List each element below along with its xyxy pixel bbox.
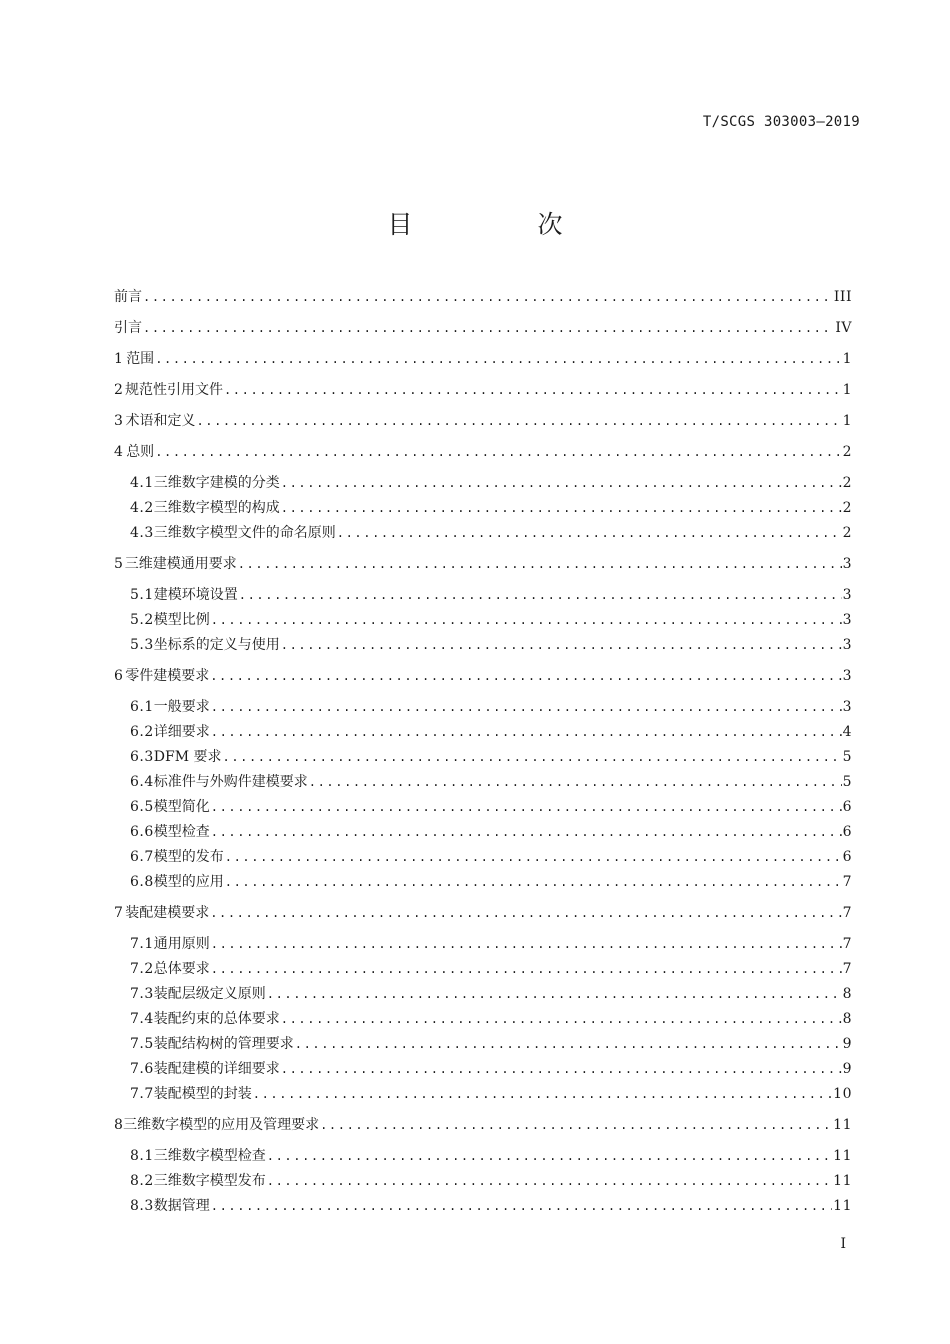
toc-dot-leader [155, 440, 841, 465]
toc-dot-leader [143, 285, 833, 310]
toc-dot-leader [320, 1113, 832, 1138]
toc-entry-label: 三维建模通用要求 [124, 556, 237, 572]
toc-dot-leader [309, 770, 842, 795]
toc-entry[interactable] [114, 583, 852, 608]
toc-entry-page: 11 [833, 1173, 852, 1189]
toc-dot-leader [196, 409, 841, 434]
toc-entry-page: 2 [842, 475, 852, 491]
toc-entry-number: 6.4 [130, 774, 154, 790]
toc-entry-page: 3 [842, 637, 852, 653]
toc-entry-label: 三维数字模型的应用及管理要求 [123, 1117, 320, 1133]
toc-entry-page: 2 [842, 500, 852, 516]
toc-entry-page: 6 [842, 849, 852, 865]
toc-entry[interactable] [114, 932, 852, 957]
toc-entry-page: 11 [833, 1117, 852, 1133]
toc-entry-page: 3 [842, 612, 852, 628]
toc-entry[interactable] [114, 1032, 852, 1057]
toc-entry-label: 装配约束的总体要求 [153, 1011, 280, 1027]
toc-entry-number: 8.1 [130, 1148, 154, 1164]
toc-entry-label: 引言 [114, 320, 142, 336]
toc-entry-number: 6.8 [130, 874, 154, 890]
toc-entry-label: 装配结构树的管理要求 [153, 1036, 294, 1052]
toc-entry-number: 7.4 [130, 1011, 154, 1027]
toc-entry[interactable] [114, 664, 852, 689]
toc-entry[interactable] [114, 521, 852, 546]
toc-dot-leader [253, 1082, 832, 1107]
toc-dot-leader [267, 1144, 832, 1169]
toc-entry-label: 标准件与外购件建模要求 [153, 774, 308, 790]
toc-entry-label: 装配建模的详细要求 [153, 1061, 280, 1077]
toc-dot-leader [225, 870, 842, 895]
toc-entry[interactable] [114, 1057, 852, 1082]
toc-entry-page: 3 [842, 668, 852, 684]
toc-entry-number: 4 [114, 444, 123, 460]
toc-entry-page: 9 [842, 1061, 852, 1077]
toc-entry-page: 8 [842, 986, 852, 1002]
toc-dot-leader [281, 496, 842, 521]
toc-entry-number: 2 [114, 382, 123, 398]
toc-entry-number: 1 [114, 351, 123, 367]
toc-entry-page: 3 [842, 556, 852, 572]
toc-entry[interactable] [114, 820, 852, 845]
toc-dot-leader [224, 378, 842, 403]
toc-entry[interactable] [114, 1113, 852, 1138]
toc-entry-label: 三维数字模型文件的命名原则 [153, 525, 336, 541]
toc-entry-number: 7.2 [130, 961, 154, 977]
toc-entry-label: 规范性引用文件 [124, 382, 223, 398]
toc-entry-label: 一般要求 [153, 699, 210, 715]
toc-entry-number: 5.1 [130, 587, 154, 603]
toc-entry[interactable] [114, 695, 852, 720]
toc-entry-label: 模型的应用 [153, 874, 224, 890]
toc-entry-page: 3 [842, 699, 852, 715]
toc-entry-page: 10 [833, 1086, 852, 1102]
toc-entry-label: 术语和定义 [125, 413, 196, 429]
toc-entry-label: 通用原则 [153, 936, 210, 952]
toc-entry-number: 6 [114, 668, 123, 684]
toc-entry[interactable] [114, 1169, 852, 1194]
toc-dot-leader [281, 471, 842, 496]
toc-entry[interactable] [114, 608, 852, 633]
toc-dot-leader [211, 820, 842, 845]
toc-entry[interactable] [114, 1007, 852, 1032]
toc-dot-leader [238, 552, 842, 577]
toc-entry-page: 11 [833, 1198, 852, 1214]
toc-entry-label: 装配模型的封装 [153, 1086, 252, 1102]
toc-entry[interactable] [114, 1144, 852, 1169]
toc-entry-number: 7.1 [130, 936, 154, 952]
toc-entry-label: 数据管理 [153, 1198, 210, 1214]
toc-entry-label: 范围 [126, 351, 155, 367]
toc-entry-number: 4.1 [130, 475, 154, 491]
page-number: I [840, 1236, 846, 1252]
toc-dot-leader [210, 664, 841, 689]
toc-dot-leader [143, 316, 834, 341]
toc-entry-number: 4.2 [130, 500, 154, 516]
toc-entry-number: 5.3 [130, 637, 154, 653]
document-code: T/SCGS 303003—2019 [702, 114, 860, 130]
toc-entry-label: 零件建模要求 [125, 668, 210, 684]
toc-entry-label: 模型检查 [153, 824, 210, 840]
toc-entry[interactable] [114, 285, 852, 310]
toc-entry-page: 1 [842, 382, 852, 398]
toc-entry-page: 6 [842, 824, 852, 840]
toc-entry-label: DFM 要求 [153, 749, 222, 765]
toc-entry-number: 8.2 [130, 1173, 154, 1189]
toc-entry-page: 1 [842, 351, 852, 367]
toc-entry-label: 装配建模要求 [125, 905, 210, 921]
toc-dot-leader [225, 845, 842, 870]
toc-entry-page: 2 [842, 444, 852, 460]
toc-entry-page: 2 [842, 525, 852, 541]
toc-entry-label: 建模环境设置 [153, 587, 238, 603]
toc-entry-label: 模型简化 [153, 799, 210, 815]
toc-dot-leader [337, 521, 842, 546]
toc-dot-leader [295, 1032, 842, 1057]
toc-entry[interactable] [114, 720, 852, 745]
toc-dot-leader [210, 901, 841, 926]
toc-entry[interactable] [114, 378, 852, 403]
toc-dot-leader [267, 982, 842, 1007]
table-of-contents [114, 285, 852, 1219]
toc-dot-leader [281, 633, 842, 658]
toc-dot-leader [211, 795, 842, 820]
toc-dot-leader [211, 608, 842, 633]
toc-entry-number: 3 [114, 413, 123, 429]
toc-entry-page: 1 [842, 413, 852, 429]
toc-entry-number: 7 [114, 905, 123, 921]
toc-dot-leader [211, 720, 842, 745]
toc-entry[interactable] [114, 795, 852, 820]
toc-entry-page: 11 [833, 1148, 852, 1164]
toc-dot-leader [267, 1169, 832, 1194]
toc-entry[interactable] [114, 409, 852, 434]
page-title: 目 次 [387, 210, 613, 239]
toc-entry-page: 7 [842, 905, 852, 921]
toc-dot-leader [211, 957, 842, 982]
toc-entry[interactable] [114, 770, 852, 795]
toc-entry-number: 7.6 [130, 1061, 154, 1077]
toc-dot-leader [155, 347, 841, 372]
toc-entry[interactable] [114, 347, 852, 372]
toc-entry-number: 5 [114, 556, 123, 572]
toc-entry-number: 6.5 [130, 799, 154, 815]
toc-dot-leader [223, 745, 842, 770]
toc-entry-number: 6.6 [130, 824, 154, 840]
toc-entry[interactable] [114, 870, 852, 895]
toc-entry-number: 8.3 [130, 1198, 154, 1214]
toc-entry-label: 装配层级定义原则 [153, 986, 266, 1002]
toc-entry[interactable] [114, 316, 852, 341]
toc-entry-page: 5 [842, 774, 852, 790]
toc-dot-leader [211, 695, 842, 720]
toc-entry-page: III [833, 289, 852, 305]
toc-entry[interactable] [114, 1194, 852, 1219]
toc-entry-number: 4.3 [130, 525, 154, 541]
toc-entry[interactable] [114, 982, 852, 1007]
toc-dot-leader [239, 583, 842, 608]
toc-entry-page: 7 [842, 874, 852, 890]
toc-entry-label: 坐标系的定义与使用 [153, 637, 280, 653]
toc-entry-page: IV [835, 320, 852, 336]
toc-entry-page: 7 [842, 961, 852, 977]
toc-entry-number: 6.1 [130, 699, 154, 715]
toc-entry-label: 三维数字模型发布 [153, 1173, 266, 1189]
toc-entry-page: 6 [842, 799, 852, 815]
toc-entry[interactable] [114, 745, 852, 770]
toc-entry-label: 前言 [114, 289, 142, 305]
toc-entry[interactable] [114, 845, 852, 870]
toc-entry-label: 详细要求 [153, 724, 210, 740]
toc-dot-leader [211, 932, 842, 957]
toc-entry-page: 7 [842, 936, 852, 952]
toc-entry-label: 三维数字模型的构成 [153, 500, 280, 516]
toc-entry-label: 总体要求 [153, 961, 210, 977]
toc-entry-number: 7.5 [130, 1036, 154, 1052]
toc-entry[interactable] [114, 633, 852, 658]
toc-dot-leader [281, 1057, 842, 1082]
toc-entry[interactable] [114, 552, 852, 577]
toc-entry-number: 7.7 [130, 1086, 154, 1102]
toc-entry-page: 9 [842, 1036, 852, 1052]
toc-entry-page: 4 [842, 724, 852, 740]
toc-entry-number: 6.3 [130, 749, 154, 765]
toc-entry-page: 3 [842, 587, 852, 603]
toc-entry-page: 8 [842, 1011, 852, 1027]
toc-entry[interactable] [114, 496, 852, 521]
toc-entry-number: 6.7 [130, 849, 154, 865]
toc-entry-number: 8 [114, 1117, 123, 1133]
toc-entry[interactable] [114, 901, 852, 926]
toc-entry-label: 模型的发布 [153, 849, 224, 865]
toc-entry-number: 7.3 [130, 986, 154, 1002]
toc-entry[interactable] [114, 1082, 852, 1107]
toc-dot-leader [211, 1194, 832, 1219]
toc-entry-number: 6.2 [130, 724, 154, 740]
toc-entry-number: 5.2 [130, 612, 154, 628]
toc-dot-leader [281, 1007, 842, 1032]
toc-entry-label: 三维数字建模的分类 [153, 475, 280, 491]
toc-entry-label: 总则 [126, 444, 155, 460]
toc-entry-label: 模型比例 [153, 612, 210, 628]
toc-entry[interactable] [114, 957, 852, 982]
toc-entry-label: 三维数字模型检查 [153, 1148, 266, 1164]
toc-entry-page: 5 [842, 749, 852, 765]
toc-entry[interactable] [114, 440, 852, 465]
toc-entry[interactable] [114, 471, 852, 496]
